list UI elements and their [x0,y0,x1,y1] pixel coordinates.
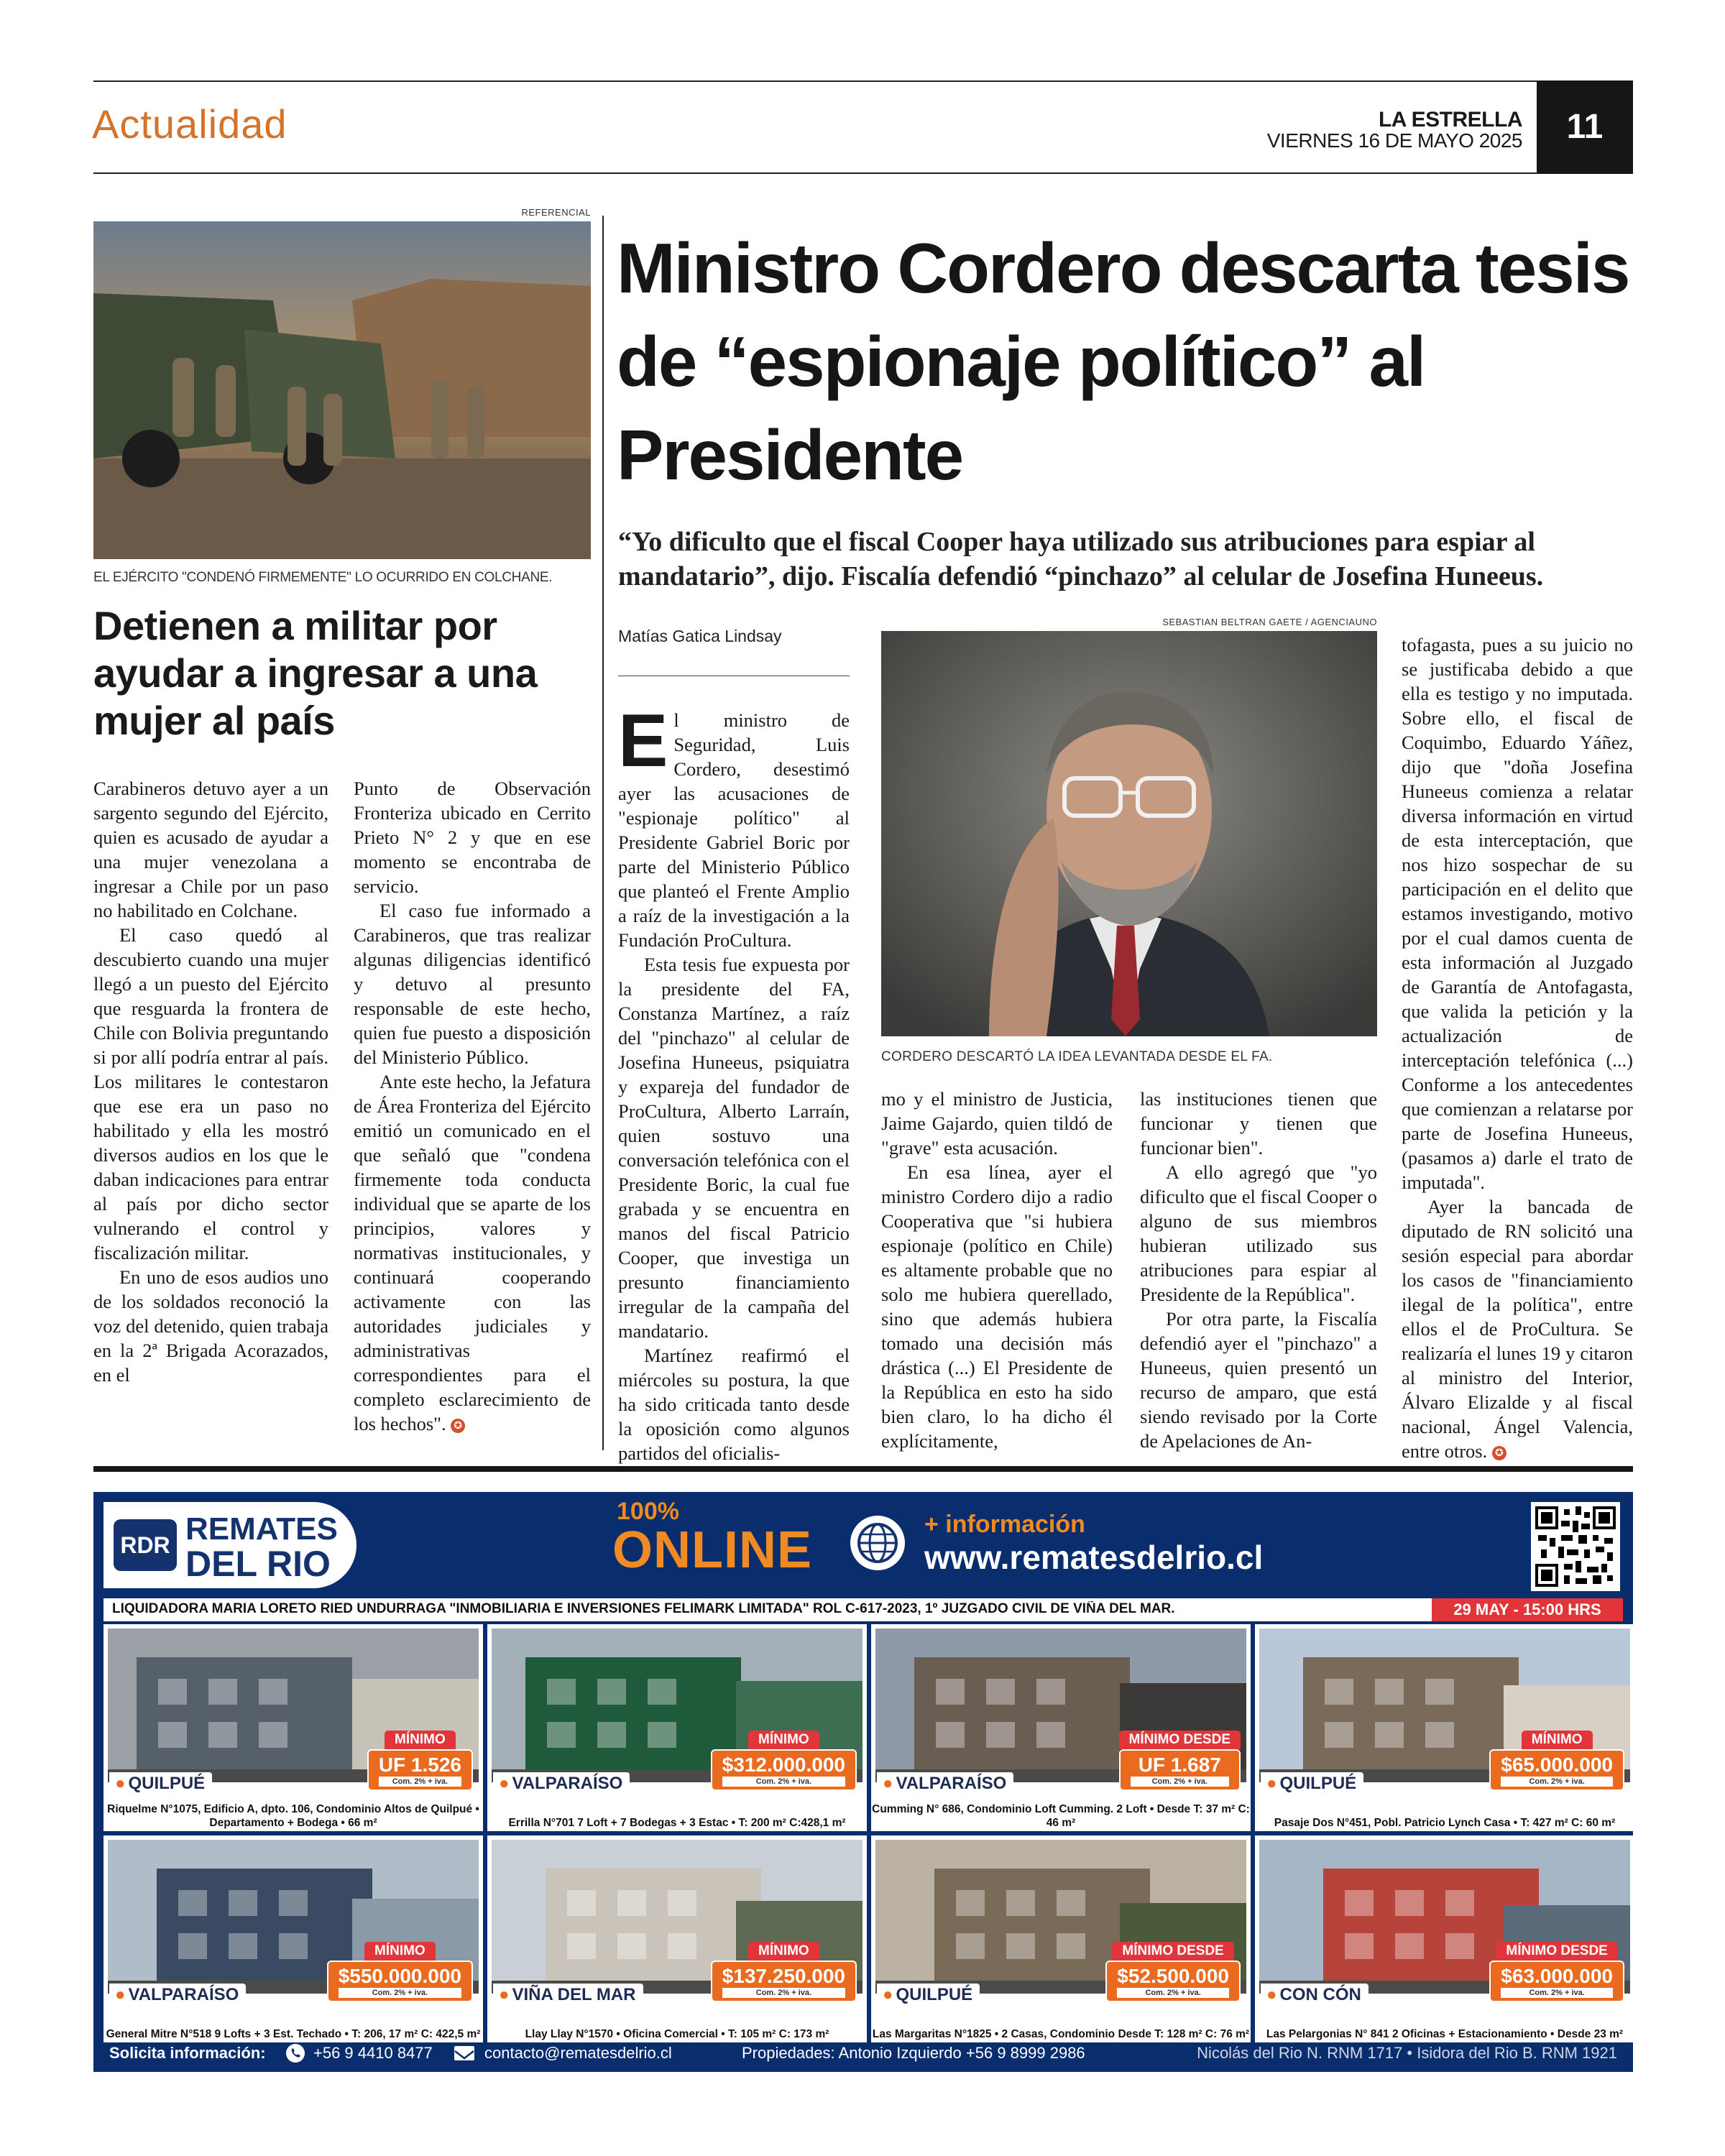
header-top-rule [93,80,1633,82]
property-address: General Mitre N°518 9 Lofts + 3 Est. Techado • T: 206, 17 m² C: 422,5 m² [106,2028,481,2040]
end-mark-icon: ✪ [451,1419,465,1433]
property-commission: Com. 2% + iva. [379,1777,461,1787]
main-headline: Ministro Cordero descarta tesis de “espionaje político” al Presidente [617,229,1629,494]
main-col4-paragraph: tofagasta, pues a su juicio no se justificaba debido a que ella es testigo y no imputada. Sobre ello, el fiscal de Coquimbo, Eduardo Yáñez, dijo que "doña Josefina Huneeus comienza a relatar diversa información en virtud de esta interceptación, que nos hizo sospechar de su participación en el delito que estamos investigando, motivo por el cual damos cuenta de esta información al Juzgado de Garantía de Antofagasta, que valida la petición y la actualización de interceptación telefónica (...) Conforme a los antecedentes que comienzan a relatarse por parte de Josefina Huneeus, (pasamos a) darle el trato de imputada". [1402,634,1633,1193]
property-city-name: QUILPUÉ [128,1774,206,1793]
ad-phone-link[interactable]: +56 9 4410 8477 [313,2044,433,2062]
property-price-amount [1489,1961,1624,2002]
side-headline: Detienen a militar por ayudar a ingresar a una mujer al país [93,603,538,743]
location-pin-icon: ● [499,1985,510,2004]
property-price-label: MÍNIMO [364,1942,436,1961]
property-price-badge [1489,1731,1624,1791]
property-city [109,1984,246,2007]
property-card[interactable] [871,1624,1251,1831]
property-price-label: MÍNIMO [385,1731,456,1749]
property-price-amount [1489,1749,1624,1791]
property-commission: Com. 2% + iva. [1501,1777,1613,1787]
property-city [1261,1772,1363,1795]
property-price-badge [711,1942,857,2002]
ad-liquidator-text: LIQUIDADORA MARIA LORETO RIED UNDURRAGA "INMOBILIARIA E INVERSIONES FELIMARK LIMITADA" ROL C-617-2023, 1º JUZGADO CIVIL DE VIÑA DEL MAR. [112,1601,1175,1616]
main-photo-credit: SEBASTIAN BELTRAN GAETE / AGENCIAUNO [1162,617,1377,627]
property-city [493,1984,643,2007]
newspaper-name: LA ESTRELLA [1378,108,1522,132]
property-price-label: MÍNIMO DESDE [1119,1731,1241,1749]
main-col3-paragraph: Por otra parte, la Fiscalía defendió ayer el "pinchazo" a Huneeus, quien presentó un recurso de amparo, que está siendo revisado por la Corte de Apelaciones de An- [1140,1308,1377,1452]
property-price-label: MÍNIMO [1522,1731,1593,1749]
property-city-name: VALPARAÍSO [512,1774,623,1793]
main-col2-paragraph: En esa línea, ayer el ministro Cordero dijo a radio Cooperativa que "si hubiera espionaje (político en Chile) es altamente probable que no solo me hubiera querellado, sino que además hubiera tomado una decisión más drástica (...) El Presidente de la República en esto ha sido bien claro, lo ha dicho él explícitamente, [881,1161,1113,1452]
location-pin-icon: ● [883,1774,893,1793]
property-price-label: MÍNIMO [748,1942,819,1961]
main-column-4 [1402,632,1633,1463]
main-col4-last-text: Ayer la bancada de diputado de RN solicitó una sesión especial para abordar los casos de "financiamiento ilegal de la política", entre ellos el de ProCultura. Se realizaría el lunes 19 y citaron al ministro del Interior, Álvaro Elizalde y al fiscal nacional, Ángel Valencia, entre otros. [1402,1196,1633,1462]
property-city-name: VALPARAÍSO [896,1774,1007,1793]
main-col3-paragraph: las instituciones tienen que funcionar y tienen que funcionar bien". [1140,1088,1377,1158]
property-city [877,1772,1013,1795]
property-address: Llay Llay N°1570 • Oficina Comercial • T: 105 m² C: 173 m² [525,2028,829,2040]
main-col2-paragraph: mo y el ministro de Justicia, Jaime Gajardo, quien tildó de "grave" esta acusación. [881,1088,1113,1158]
side-photo-caption: EL EJÉRCITO "CONDENÓ FIRMEMENTE" LO OCURRIDO EN COLCHANE. [93,570,553,585]
ad-logo-line1: REMATES [185,1511,338,1547]
side-col2-paragraph: Punto de Observación Fronteriza ubicado en Cerrito Prieto N° 2 y que en ese momento se encontraba de servicio. [354,778,591,897]
ad-info-label: + información [924,1511,1085,1538]
property-commission: Com. 2% + iva. [1131,1777,1229,1787]
property-price-badge [1105,1942,1241,2002]
main-col1-paragraph: Esta tesis fue expuesta por la presidente del FA, Constanza Martínez, a raíz del "pinchazo" al celular de Josefina Huneeus, psiquiatra y expareja del fundador de ProCultura, Alberto Larraín, quien sostuvo una conversación telefónica con el Presidente Boric, la cual fue grabada y se encuentra en manos del fiscal Patricio Cooper, que investiga un presunto financiamiento irregular de la campaña del mandatario. [618,954,850,1342]
email-icon [454,2046,474,2060]
side-photo-credit: REFERENCIAL [521,207,591,218]
property-price-label: MÍNIMO [748,1731,819,1749]
ad-auction-date: 29 MAY - 15:00 HRS [1432,1598,1623,1621]
location-pin-icon: ● [115,1985,126,2004]
property-card[interactable] [487,1835,867,2042]
property-price-value: UF 1.526 [378,1754,461,1776]
property-price-badge [711,1731,857,1791]
main-photo-caption: CORDERO DESCARTÓ LA IDEA LEVANTADA DESDE EL FA. [881,1049,1273,1064]
main-col1-paragraph: Martínez reafirmó el miércoles su postura, la que ha sido criticada tanto desde la oposición como algunos partidos del oficialis- [618,1345,850,1464]
property-city-name: VIÑA DEL MAR [512,1985,636,2004]
property-address: Cumming N° 686, Condominio Loft Cumming. 2 Loft • Desde T: 37 m² C: 46 m² [872,1803,1250,1829]
byline: Matías Gatica Lindsay [618,627,782,645]
property-price-amount [367,1749,473,1791]
whatsapp-icon [286,2044,305,2063]
end-mark-icon: ✪ [1492,1446,1506,1460]
issue-date: VIERNES 16 DE MAYO 2025 [1266,129,1522,152]
side-col1-paragraph: Carabineros detuvo ayer a un sargento segundo del Ejército, quien es acusado de ayudar a una mujer venezolana a ingresar a Chile por un paso no habilitado en Colchane. [93,778,328,921]
side-col2-last-text: Ante este hecho, la Jefatura de Área Fronteriza del Ejército emitió un comunicado en el que señaló que "condena firmemente toda conducta individual que se aparte de los principios, valores y normativas institucionales, y continuará cooperando activamente con las autoridades judiciales y administrativas correspondientes para el completo esclarecimiento de los hechos". [354,1071,591,1434]
side-photo-soldiers [93,221,591,559]
property-price-value: UF 1.687 [1138,1754,1221,1776]
auction-advertisement [93,1492,1633,2072]
ad-footer-label: Solicita información: [109,2044,266,2062]
side-column-1 [93,776,328,1387]
property-address: Riquelme N°1075, Edificio A, dpto. 106, Condominio Altos de Quilpué • Departamento + Bodega • 66 m² [107,1803,479,1829]
property-city [877,1984,980,2007]
property-address: Las Margaritas N°1825 • 2 Casas, Condominio Desde T: 128 m² C: 76 m² [872,2028,1250,2040]
main-col1-paragraph: l ministro de Seguridad, Luis Cordero, desestimó ayer las acusaciones de "espionaje político" al Presidente Gabriel Boric por parte del Ministerio Público que planteó el Frente Amplio a raíz de la investigación a la Fundación ProCultura. [618,709,850,951]
property-price-amount [327,1961,473,2002]
property-city-name: QUILPUÉ [1279,1774,1357,1793]
ad-percent: 100% [617,1498,679,1525]
column-divider [602,216,604,1450]
drop-cap: E [618,699,668,783]
location-pin-icon: ● [1266,1774,1277,1793]
property-card[interactable] [1255,1835,1634,2042]
property-commission: Com. 2% + iva. [339,1988,461,1998]
property-city-name: QUILPUÉ [896,1985,973,2004]
property-price-value: $63.000.000 [1501,1965,1613,1987]
property-commission: Com. 2% + iva. [722,1777,845,1787]
property-card[interactable] [104,1624,483,1831]
side-col1-paragraph: En uno de esos audios uno de los soldados reconoció la voz del detenido, quien trabaja en la 2ª Brigada Acorazados, en el [93,1266,328,1386]
main-column-2 [881,1087,1113,1453]
article-bottom-rule [93,1466,1633,1472]
property-city [1261,1984,1368,2007]
property-card[interactable] [871,1835,1251,2042]
ad-email-link[interactable]: contacto@rematesdelrio.cl [484,2044,672,2062]
main-col3-paragraph: A ello agregó que "yo dificulto que el fiscal Cooper o alguno de sus miembros hubieran utilizado sus atribuciones para espiar al Presidente de la República". [1140,1161,1377,1305]
ad-footer [104,2040,1623,2067]
ad-logo-badge: RDR [114,1519,177,1571]
ad-online: ONLINE [612,1521,813,1579]
property-city-name: CON CÓN [1279,1985,1361,2004]
property-commission: Com. 2% + iva. [722,1988,845,1998]
location-pin-icon: ● [115,1774,126,1793]
property-price-badge [1489,1942,1624,2002]
main-column-1 [618,699,850,1465]
property-commission: Com. 2% + iva. [1117,1988,1229,1998]
property-price-value: $137.250.000 [722,1965,845,1987]
property-city-name: VALPARAÍSO [128,1985,239,2004]
header-bottom-rule [93,172,1538,174]
property-commission: Com. 2% + iva. [1501,1988,1613,1998]
main-col1-lead [618,699,850,952]
ad-liquidator-bar [104,1598,1623,1621]
property-price-amount [1119,1749,1241,1791]
property-card[interactable] [1255,1624,1634,1831]
main-deck: “Yo dificulto que el fiscal Cooper haya utilizado sus atribuciones para espiar al mandatario”, dijo. Fiscalía defendió “pinchazo” al celular de Josefina Huneeus. [618,527,1544,591]
property-price-badge [327,1942,473,2002]
ad-brokers: Nicolás del Rio N. RNM 1717 • Isidora del Rio B. RNM 1921 [1197,2044,1617,2062]
property-price-amount [1105,1961,1241,2002]
property-address: Las Pelargonias N° 841 2 Oficinas + Estacionamiento • Desde 23 m² [1266,2028,1624,2040]
property-price-badge [1119,1731,1241,1791]
side-col2-paragraph [354,1069,591,1436]
property-card[interactable] [487,1624,867,1831]
location-pin-icon: ● [1266,1985,1277,2004]
property-price-amount [711,1749,857,1791]
qr-code-icon [1531,1502,1620,1591]
property-price-label: MÍNIMO DESDE [1112,1942,1233,1961]
ad-website-link[interactable]: www.rematesdelrio.cl [924,1539,1264,1576]
side-column-2 [354,776,591,1436]
location-pin-icon: ● [499,1774,510,1793]
section-title: Actualidad [92,101,288,147]
property-price-value: $52.500.000 [1117,1965,1229,1987]
ad-logo [104,1502,356,1588]
property-price-label: MÍNIMO DESDE [1496,1942,1617,1961]
property-city [493,1772,630,1795]
ad-logo-line2: DEL RIO [185,1544,331,1584]
globe-icon [848,1514,907,1572]
property-price-amount [711,1961,857,2002]
property-city [109,1772,212,1795]
property-price-value: $65.000.000 [1501,1754,1613,1776]
main-col4-paragraph [1402,1194,1633,1463]
side-col1-paragraph: El caso quedó al descubierto cuando una mujer llegó a un puesto del Ejército que resguarda la frontera de Chile con Bolivia preguntando si por allí podría entrar al país. Los militares le contestaron que ese era un paso no habilitado y ella les mostró diversos audios en los que le daban indicaciones para entrar al país por dicho sector vulnerando el control y fiscalización militar. [93,924,328,1263]
property-address: Errilla N°701 7 Loft + 7 Bodegas + 3 Estac • T: 200 m² C:428,1 m² [508,1817,846,1829]
property-card[interactable] [104,1835,483,2042]
property-address: Pasaje Dos N°451, Pobl. Patricio Lynch Casa • T: 427 m² C: 60 m² [1274,1817,1616,1829]
location-pin-icon: ● [883,1985,893,2004]
property-price-value: $312.000.000 [722,1754,845,1776]
ad-properties-contact: Propiedades: Antonio Izquierdo +56 9 8999 2986 [742,2044,1085,2062]
main-column-3 [1140,1087,1377,1453]
property-price-value: $550.000.000 [338,1965,461,1987]
property-price-badge [367,1731,473,1791]
main-photo-cordero [881,631,1377,1036]
page-number: 11 [1537,80,1633,174]
side-col2-paragraph: El caso fue informado a Carabineros, que tras realizar algunas diligencias identificó y detuvo al presunto responsable de este hecho, quien fue puesto a disposición del Ministerio Público. [354,900,591,1068]
